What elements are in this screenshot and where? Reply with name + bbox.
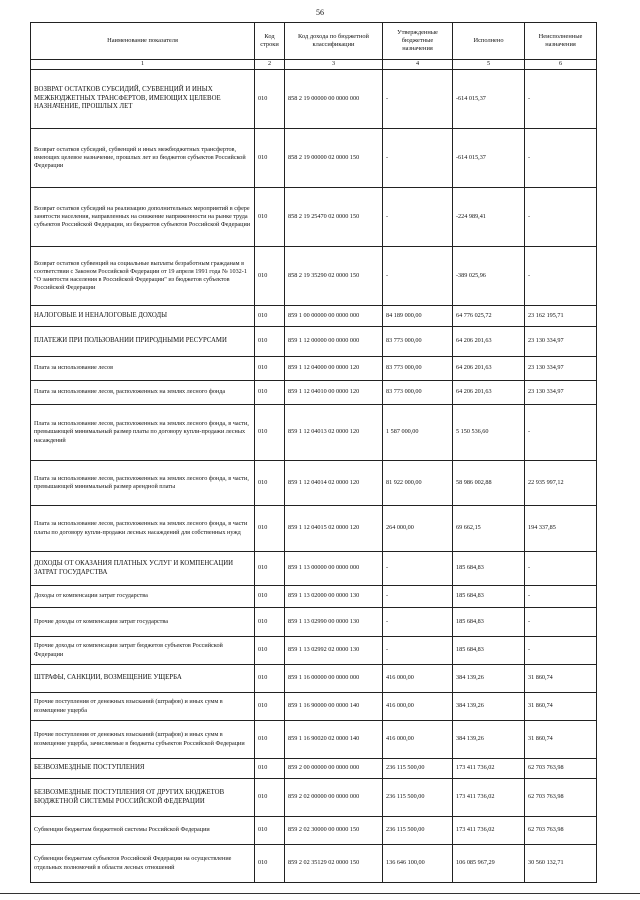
- row-unexecuted-value: 30 560 132,71: [525, 845, 597, 883]
- row-approved-value: 416 000,00: [383, 721, 453, 759]
- row-approved-value: 83 773 000,00: [383, 327, 453, 357]
- row-line-code: 010: [255, 70, 285, 129]
- row-unexecuted-value: -: [525, 552, 597, 586]
- row-kbk-code: 859 1 12 04010 00 0000 120: [285, 381, 383, 405]
- row-executed-value: 69 662,15: [453, 506, 525, 552]
- table-row: [31, 552, 597, 586]
- column-number: 4: [383, 60, 453, 70]
- row-name: Плата за использование лесов, расположенных на землях лесного фонда, в части платы по договору купли-продажи лесных насаждений для собственных нужд: [31, 506, 255, 552]
- row-name: Субвенции бюджетам субъектов Российской Федерации на осуществление отдельных полномочий в области лесных отношений: [31, 845, 255, 883]
- row-approved-value: 416 000,00: [383, 665, 453, 693]
- row-unexecuted-value: 31 860,74: [525, 665, 597, 693]
- table-row: [31, 188, 597, 247]
- row-line-code: 010: [255, 665, 285, 693]
- row-approved-value: 81 922 000,00: [383, 461, 453, 506]
- row-executed-value: 185 684,83: [453, 552, 525, 586]
- header-executed: Исполнено: [453, 23, 525, 60]
- row-line-code: 010: [255, 381, 285, 405]
- row-kbk-code: 859 2 02 00000 00 0000 000: [285, 779, 383, 817]
- row-name: Прочие доходы от компенсации затрат бюджетов субъектов Российской Федерации: [31, 637, 255, 665]
- row-line-code: 010: [255, 327, 285, 357]
- row-name: Возврат остатков субсидий на реализацию дополнительных мероприятий в сфере занятости населения, направленных на снижение напряженности на рынке труда субъектов Российской Федерации, из бюджетов субъектов Российской Федерации: [31, 188, 255, 247]
- row-name: Плата за использование лесов, расположенных на землях лесного фонда: [31, 381, 255, 405]
- column-number-row: [31, 60, 597, 70]
- row-name: НАЛОГОВЫЕ И НЕНАЛОГОВЫЕ ДОХОДЫ: [31, 306, 255, 327]
- table-row: [31, 357, 597, 381]
- row-name: Субвенции бюджетам бюджетной системы Российской Федерации: [31, 817, 255, 845]
- header-line-code: Код строки: [255, 23, 285, 60]
- table-row: [31, 381, 597, 405]
- row-executed-value: 185 684,83: [453, 586, 525, 608]
- row-executed-value: -614 015,37: [453, 70, 525, 129]
- row-kbk-code: 858 2 19 00000 00 0000 000: [285, 70, 383, 129]
- row-executed-value: 185 684,83: [453, 608, 525, 637]
- table-row: [31, 845, 597, 883]
- row-approved-value: -: [383, 129, 453, 188]
- row-executed-value: 173 411 736,02: [453, 779, 525, 817]
- row-line-code: 010: [255, 461, 285, 506]
- row-unexecuted-value: 194 337,85: [525, 506, 597, 552]
- row-line-code: 010: [255, 129, 285, 188]
- row-executed-value: 173 411 736,02: [453, 759, 525, 779]
- row-executed-value: 384 139,26: [453, 721, 525, 759]
- row-name: Плата за использование лесов, расположенных на землях лесного фонда, в части, превышающей минимальный размер арендной платы: [31, 461, 255, 506]
- row-kbk-code: 858 2 19 00000 02 0000 150: [285, 129, 383, 188]
- row-executed-value: -389 025,96: [453, 247, 525, 306]
- row-executed-value: 64 206 201,63: [453, 327, 525, 357]
- row-unexecuted-value: -: [525, 70, 597, 129]
- row-executed-value: 185 684,83: [453, 637, 525, 665]
- row-unexecuted-value: 23 130 334,97: [525, 327, 597, 357]
- table-row: [31, 306, 597, 327]
- row-line-code: 010: [255, 759, 285, 779]
- row-approved-value: -: [383, 552, 453, 586]
- budget-execution-table: [30, 22, 597, 883]
- row-kbk-code: 858 2 19 25470 02 0000 150: [285, 188, 383, 247]
- row-line-code: 010: [255, 779, 285, 817]
- row-approved-value: 236 115 500,00: [383, 779, 453, 817]
- row-line-code: 010: [255, 693, 285, 721]
- row-executed-value: 64 776 025,72: [453, 306, 525, 327]
- row-name: ШТРАФЫ, САНКЦИИ, ВОЗМЕЩЕНИЕ УЩЕРБА: [31, 665, 255, 693]
- row-name: Возврат остатков субсидий, субвенций и иных межбюджетных трансфертов, имеющих целевое назначение, прошлых лет из бюджетов субъектов Российской Федерации: [31, 129, 255, 188]
- row-unexecuted-value: -: [525, 586, 597, 608]
- row-kbk-code: 859 2 02 35129 02 0000 150: [285, 845, 383, 883]
- row-line-code: 010: [255, 306, 285, 327]
- row-line-code: 010: [255, 247, 285, 306]
- table-row: [31, 608, 597, 637]
- header-indicator-name: Наименование показателя: [31, 23, 255, 60]
- row-executed-value: 173 411 736,02: [453, 817, 525, 845]
- header-unexecuted: Неисполненные назначения: [525, 23, 597, 60]
- header-row: [31, 23, 597, 60]
- table-row: [31, 817, 597, 845]
- row-unexecuted-value: 23 162 195,71: [525, 306, 597, 327]
- row-kbk-code: 859 1 12 04014 02 0000 120: [285, 461, 383, 506]
- row-executed-value: 384 139,26: [453, 693, 525, 721]
- row-line-code: 010: [255, 845, 285, 883]
- row-name: Плата за использование лесов, расположенных на землях лесного фонда, в части, превышающей минимальный размер платы по договору купли-продажи лесных насаждений: [31, 405, 255, 461]
- table-row: [31, 405, 597, 461]
- row-approved-value: 236 115 500,00: [383, 759, 453, 779]
- table-row: [31, 129, 597, 188]
- footer-divider: [0, 893, 640, 894]
- table-row: [31, 779, 597, 817]
- row-unexecuted-value: -: [525, 637, 597, 665]
- row-line-code: 010: [255, 188, 285, 247]
- row-kbk-code: 859 1 16 00000 00 0000 000: [285, 665, 383, 693]
- row-name: Плата за использование лесов: [31, 357, 255, 381]
- table-body: [31, 70, 597, 883]
- table-row: [31, 693, 597, 721]
- column-number: 2: [255, 60, 285, 70]
- row-unexecuted-value: -: [525, 405, 597, 461]
- row-approved-value: 264 000,00: [383, 506, 453, 552]
- row-unexecuted-value: 31 860,74: [525, 721, 597, 759]
- table-row: [31, 759, 597, 779]
- row-kbk-code: 859 1 13 02990 00 0000 130: [285, 608, 383, 637]
- row-name: Возврат остатков субвенций на социальные выплаты безработным гражданам в соответствии с Законом Российской Федерации от 19 апреля 1991 года № 1032-1 "О занятости населения в Российской Федерации" из бюджетов субъектов Российской Федерации: [31, 247, 255, 306]
- row-kbk-code: 859 1 16 90020 02 0000 140: [285, 721, 383, 759]
- row-kbk-code: 859 2 00 00000 00 0000 000: [285, 759, 383, 779]
- row-name: Прочие поступления от денежных взысканий (штрафов) и иных сумм в возмещение ущерба, зачисляемые в бюджеты субъектов Российской Федерации: [31, 721, 255, 759]
- row-executed-value: -224 989,41: [453, 188, 525, 247]
- row-kbk-code: 859 1 12 04015 02 0000 120: [285, 506, 383, 552]
- row-approved-value: 84 189 000,00: [383, 306, 453, 327]
- row-approved-value: 83 773 000,00: [383, 381, 453, 405]
- row-kbk-code: 859 1 13 02000 00 0000 130: [285, 586, 383, 608]
- header-budget-classification-code: Код дохода по бюджетной классификации: [285, 23, 383, 60]
- row-kbk-code: 859 1 13 02992 02 0000 130: [285, 637, 383, 665]
- row-line-code: 010: [255, 506, 285, 552]
- row-executed-value: 5 150 536,60: [453, 405, 525, 461]
- row-unexecuted-value: -: [525, 129, 597, 188]
- row-unexecuted-value: 23 130 334,97: [525, 357, 597, 381]
- row-name: ДОХОДЫ ОТ ОКАЗАНИЯ ПЛАТНЫХ УСЛУГ И КОМПЕНСАЦИИ ЗАТРАТ ГОСУДАРСТВА: [31, 552, 255, 586]
- row-unexecuted-value: 62 703 763,98: [525, 779, 597, 817]
- row-kbk-code: 859 1 13 00000 00 0000 000: [285, 552, 383, 586]
- table-row: [31, 665, 597, 693]
- row-unexecuted-value: 22 935 997,12: [525, 461, 597, 506]
- column-number: 3: [285, 60, 383, 70]
- column-number: 6: [525, 60, 597, 70]
- row-unexecuted-value: 62 703 763,98: [525, 817, 597, 845]
- row-unexecuted-value: 23 130 334,97: [525, 381, 597, 405]
- row-kbk-code: 859 1 00 00000 00 0000 000: [285, 306, 383, 327]
- row-name: БЕЗВОЗМЕЗДНЫЕ ПОСТУПЛЕНИЯ: [31, 759, 255, 779]
- column-number: 1: [31, 60, 255, 70]
- row-kbk-code: 859 1 16 90000 00 0000 140: [285, 693, 383, 721]
- table-row: [31, 461, 597, 506]
- row-executed-value: 106 085 967,29: [453, 845, 525, 883]
- row-unexecuted-value: 62 703 763,98: [525, 759, 597, 779]
- row-kbk-code: 859 1 12 00000 00 0000 000: [285, 327, 383, 357]
- row-name: ПЛАТЕЖИ ПРИ ПОЛЬЗОВАНИИ ПРИРОДНЫМИ РЕСУРСАМИ: [31, 327, 255, 357]
- row-unexecuted-value: 31 860,74: [525, 693, 597, 721]
- row-executed-value: 58 986 002,88: [453, 461, 525, 506]
- row-line-code: 010: [255, 357, 285, 381]
- column-number: 5: [453, 60, 525, 70]
- row-approved-value: 1 587 000,00: [383, 405, 453, 461]
- row-unexecuted-value: -: [525, 188, 597, 247]
- row-name: ВОЗВРАТ ОСТАТКОВ СУБСИДИЙ, СУБВЕНЦИЙ И ИНЫХ МЕЖБЮДЖЕТНЫХ ТРАНСФЕРТОВ, ИМЕЮЩИХ ЦЕЛЕВОЕ НАЗНАЧЕНИЕ, ПРОШЛЫХ ЛЕТ: [31, 70, 255, 129]
- row-executed-value: -614 015,37: [453, 129, 525, 188]
- row-executed-value: 64 206 201,63: [453, 381, 525, 405]
- row-line-code: 010: [255, 586, 285, 608]
- row-approved-value: -: [383, 188, 453, 247]
- row-line-code: 010: [255, 817, 285, 845]
- row-name: БЕЗВОЗМЕЗДНЫЕ ПОСТУПЛЕНИЯ ОТ ДРУГИХ БЮДЖЕТОВ БЮДЖЕТНОЙ СИСТЕМЫ РОССИЙСКОЙ ФЕДЕРАЦИИ: [31, 779, 255, 817]
- row-unexecuted-value: -: [525, 608, 597, 637]
- row-kbk-code: 859 1 12 04013 02 0000 120: [285, 405, 383, 461]
- row-kbk-code: 858 2 19 35290 02 0000 150: [285, 247, 383, 306]
- row-approved-value: 83 773 000,00: [383, 357, 453, 381]
- table-row: [31, 327, 597, 357]
- row-name: Доходы от компенсации затрат государства: [31, 586, 255, 608]
- row-line-code: 010: [255, 721, 285, 759]
- table-row: [31, 637, 597, 665]
- header-approved: Утвержденные бюджетные назначения: [383, 23, 453, 60]
- row-executed-value: 384 139,26: [453, 665, 525, 693]
- table-row: [31, 721, 597, 759]
- row-approved-value: 416 000,00: [383, 693, 453, 721]
- row-approved-value: 236 115 500,00: [383, 817, 453, 845]
- row-name: Прочие поступления от денежных взысканий (штрафов) и иных сумм в возмещение ущерба: [31, 693, 255, 721]
- row-name: Прочие доходы от компенсации затрат государства: [31, 608, 255, 637]
- row-unexecuted-value: -: [525, 247, 597, 306]
- table-row: [31, 506, 597, 552]
- table-row: [31, 586, 597, 608]
- row-approved-value: -: [383, 70, 453, 129]
- row-approved-value: 136 646 100,00: [383, 845, 453, 883]
- table-row: [31, 247, 597, 306]
- row-line-code: 010: [255, 637, 285, 665]
- row-approved-value: -: [383, 637, 453, 665]
- page-number: 56: [316, 8, 324, 17]
- row-line-code: 010: [255, 552, 285, 586]
- row-line-code: 010: [255, 608, 285, 637]
- row-approved-value: -: [383, 608, 453, 637]
- row-approved-value: -: [383, 586, 453, 608]
- table-row: [31, 70, 597, 129]
- row-approved-value: -: [383, 247, 453, 306]
- row-executed-value: 64 206 201,63: [453, 357, 525, 381]
- row-kbk-code: 859 2 02 30000 00 0000 150: [285, 817, 383, 845]
- row-line-code: 010: [255, 405, 285, 461]
- row-kbk-code: 859 1 12 04000 00 0000 120: [285, 357, 383, 381]
